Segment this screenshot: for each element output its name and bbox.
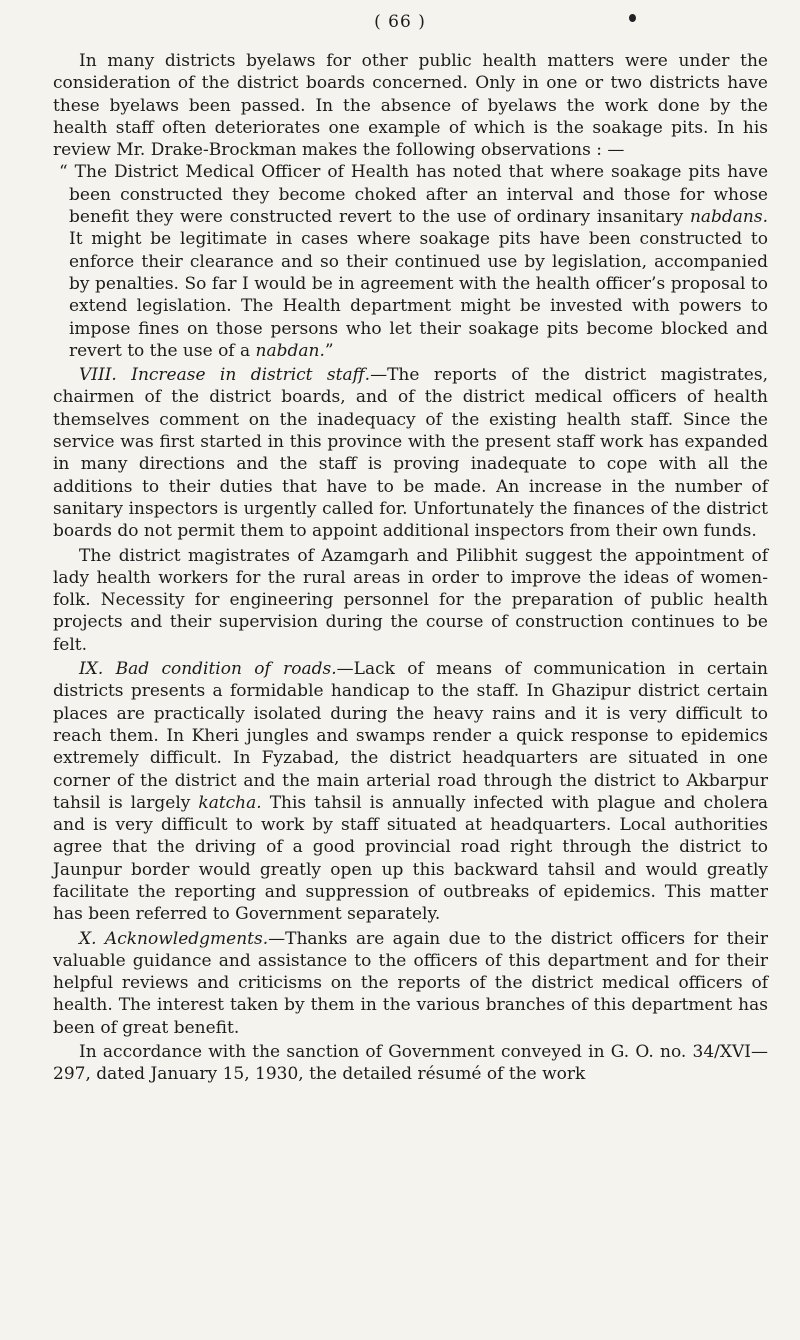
section-ix-term-katcha: katcha. bbox=[198, 792, 262, 813]
section-viii-text: —The reports of the district magistrates, chairmen of the district boards, and of the district medical officers of health themselves comment on the inadequacy of the existing health staff. Since the service was first started in this province with the present staff work has expanded in many directions and the staff is proving inadequate to cope with all the additions to their duties that have to be made. An increase in the number of sanitary inspectors is urgently called for. Unfortunately the finances of the district boards do not permit them to appoint additional inspectors from their own funds. bbox=[53, 365, 768, 542]
quote-open-mark: “ bbox=[59, 162, 68, 183]
paragraph-byelaws: In many districts byelaws for other public health matters were under the consideration of the district boards concerned. Only in one or two districts have these byelaws been passed. In the absence of byelaws the work done by the health staff often deteriorates one example of which is the soakage pits. In his review Mr. Drake-Brockman makes the following observations : — bbox=[53, 51, 768, 161]
section-viii bbox=[53, 364, 768, 542]
section-x-text: —Thanks are again due to the district officers for their valuable guidance and assistance to the officers of this department and for their helpful reviews and criticisms on the reports of the district medical officers of health. The interest taken by them in the various branches of this department has been of great benefit. bbox=[53, 928, 768, 1038]
body-text bbox=[53, 50, 768, 1086]
section-ix bbox=[53, 658, 768, 926]
section-ix-text-before: —Lack of means of communication in certain districts presents a formidable handicap to the staff. In Ghazipur district certain places are practically isolated during the heavy rains and it is very difficult to reach them. In Kheri jungles and swamps render a quick response to epidemics extremely difficult. In Fyzabad, the district headquarters are situated in one corner of the district and the main arterial road through the district to Akbarpur tahsil is largely bbox=[53, 659, 768, 813]
page-number: ( 66 ) bbox=[374, 12, 426, 32]
quote-text-before: The District Medical Officer of Health has noted that where soakage pits have been constructed they become choked after an interval and those for whose benefit they were constructed revert to the use of ordinary insanitary bbox=[69, 162, 768, 228]
section-x-heading: X. Acknowledgments. bbox=[79, 928, 269, 949]
quotation bbox=[53, 161, 768, 362]
quote-text-middle: It might be legitimate in cases where soakage pits have been constructed to enforce their clearance and so their continued use by legislation, accompanied by penalties. So far I would be in agreement with the health officer’s proposal to extend legislation. The Health department might be invested with powers to impose fines on those persons who let their soakage pits become blocked and revert to the use of a bbox=[69, 229, 768, 361]
section-viii-heading: VIII. Increase in district staff. bbox=[79, 365, 371, 386]
quote-close-mark: ” bbox=[324, 340, 334, 361]
quote-term-nabdan: nabdan. bbox=[255, 340, 325, 361]
section-x bbox=[53, 928, 768, 1039]
ink-dot bbox=[629, 14, 636, 22]
section-ix-text-after: This tahsil is annually infected with plague and cholera and is very difficult to work by staff situated at headquarters. Local authorities agree that the driving of a good provincial road right through the district to Jaunpur border would greatly open up this backward tahsil and would greatly facilitate the reporting and suppression of outbreaks of epidemics. This matter has been referred to Government separately. bbox=[53, 792, 769, 925]
paragraph-lady-health-workers: The district magistrates of Azamgarh and Pilibhit suggest the appointment of lady health workers for the rural areas in order to improve the ideas of women-folk. Necessity for engineering personnel for the preparation of public health projects and their supervision during the course of construction continues to be felt. bbox=[53, 545, 768, 655]
section-ix-heading: IX. Bad condition of roads. bbox=[79, 659, 337, 680]
quote-term-nabdans: nabdans. bbox=[689, 207, 769, 228]
paragraph-resume: In accordance with the sanction of Government conveyed in G. O. no. 34/XVI—297, dated January 15, 1930, the detailed résumé of the work bbox=[53, 1042, 768, 1085]
